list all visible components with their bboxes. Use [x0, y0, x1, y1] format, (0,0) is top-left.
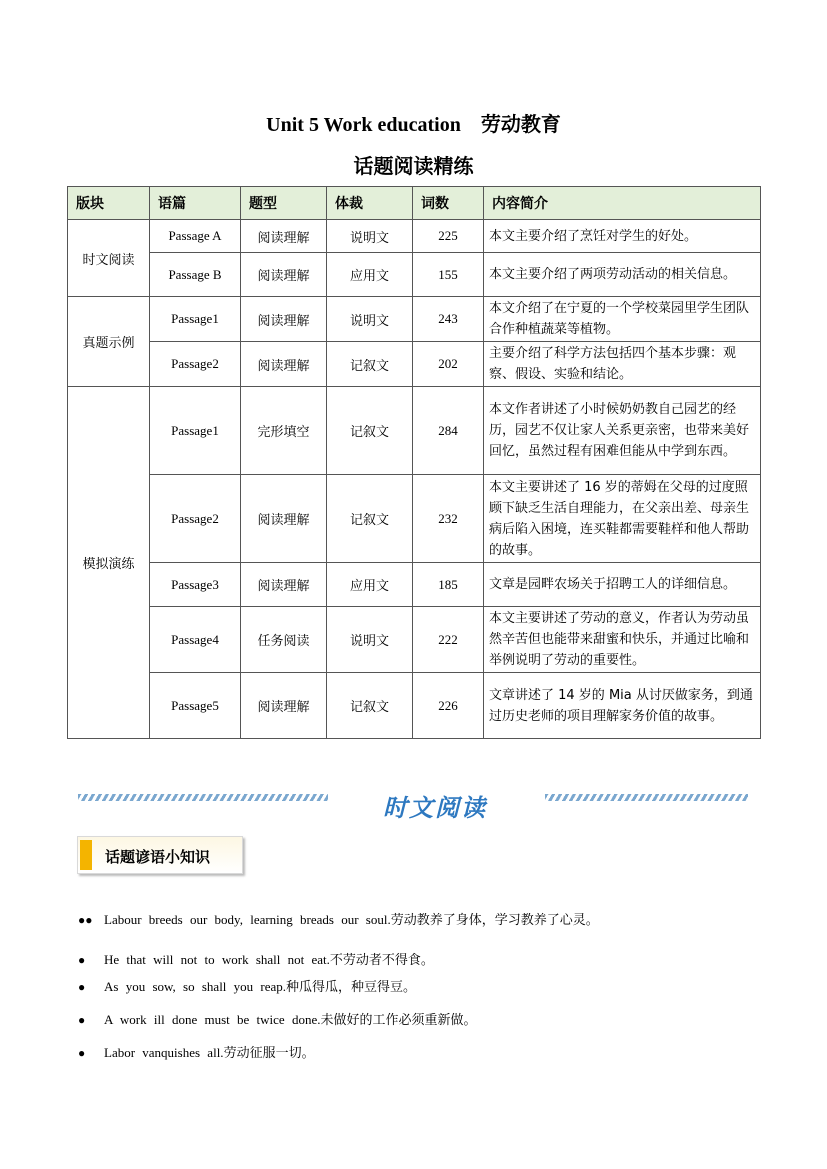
header-summary: 内容简介	[484, 187, 761, 220]
summary-cell: 本文作者讲述了小时候奶奶教自己园艺的经历，园艺不仅让家人关系更亲密，也带来美好回忆，虽然过程有困难但能从中学到东西。	[484, 387, 761, 475]
type-cell: 阅读理解	[241, 563, 327, 607]
proverb-item	[78, 1009, 476, 1028]
words-cell: 222	[413, 607, 484, 673]
type-cell: 阅读理解	[241, 220, 327, 253]
bullet-icon: ●●	[78, 913, 93, 927]
header-words: 词数	[413, 187, 484, 220]
proverb-item	[78, 909, 599, 928]
tag-label: 话题谚语小知识	[105, 848, 211, 866]
genre-cell: 记叙文	[327, 342, 413, 387]
summary-cell: 本文主要介绍了烹饪对学生的好处。	[484, 220, 761, 253]
proverb-chinese: 未做好的工作必须重新做。	[320, 1013, 477, 1028]
tag-accent-bar	[80, 840, 92, 870]
proverb-english: He that will not to work shall not eat.	[104, 952, 330, 967]
words-cell: 185	[413, 563, 484, 607]
header-genre: 体裁	[327, 187, 413, 220]
section-cell: 时文阅读	[68, 220, 150, 297]
bullet-icon: ●	[78, 980, 86, 994]
summary-cell: 本文主要讲述了 16 岁的蒂姆在父母的过度照顾下缺乏生活自理能力，在父亲出差、母亲生病后陷入困境，连买鞋都需要鞋样和他人帮助的故事。	[484, 475, 761, 563]
passage-cell: Passage5	[150, 673, 241, 739]
proverb-english: As you sow, so shall you reap.	[104, 979, 287, 994]
genre-cell: 记叙文	[327, 673, 413, 739]
page-subtitle: 话题阅读精练	[353, 154, 474, 178]
passage-cell: Passage A	[150, 220, 241, 253]
passage-cell: Passage4	[150, 607, 241, 673]
words-cell: 284	[413, 387, 484, 475]
bullet-icon: ●	[78, 1013, 86, 1027]
type-cell: 任务阅读	[241, 607, 327, 673]
table-row	[68, 673, 761, 739]
summary-cell: 文章是园畔农场关于招聘工人的详细信息。	[484, 563, 761, 607]
heading-decoration-left	[78, 794, 328, 801]
proverb-chinese: 劳动教养了身体，学习教养了心灵。	[390, 913, 599, 928]
proverb-english: A work ill done must be twice done.	[104, 1012, 321, 1027]
proverb-chinese: 不劳动者不得食。	[329, 953, 434, 968]
words-cell: 202	[413, 342, 484, 387]
header-type: 题型	[241, 187, 327, 220]
summary-cell: 本文主要介绍了两项劳动活动的相关信息。	[484, 253, 761, 297]
genre-cell: 记叙文	[327, 475, 413, 563]
type-cell: 完形填空	[241, 387, 327, 475]
genre-cell: 记叙文	[327, 387, 413, 475]
table-row	[68, 253, 761, 297]
summary-cell: 本文介绍了在宁夏的一个学校菜园里学生团队合作种植蔬菜等植物。	[484, 297, 761, 342]
table-row	[68, 475, 761, 563]
words-cell: 243	[413, 297, 484, 342]
summary-cell: 主要介绍了科学方法包括四个基本步骤：观察、假设、实验和结论。	[484, 342, 761, 387]
passage-cell: Passage B	[150, 253, 241, 297]
proverb-item	[78, 949, 434, 968]
table-row	[68, 220, 761, 253]
type-cell: 阅读理解	[241, 342, 327, 387]
type-cell: 阅读理解	[241, 673, 327, 739]
table-row	[68, 607, 761, 673]
genre-cell: 应用文	[327, 563, 413, 607]
words-cell: 155	[413, 253, 484, 297]
type-cell: 阅读理解	[241, 253, 327, 297]
words-cell: 225	[413, 220, 484, 253]
header-passage: 语篇	[150, 187, 241, 220]
proverb-chinese: 劳动征服一切。	[223, 1046, 315, 1061]
bullet-icon: ●	[78, 953, 86, 967]
words-cell: 226	[413, 673, 484, 739]
overview-table	[67, 186, 761, 739]
table-row	[68, 563, 761, 607]
genre-cell: 说明文	[327, 220, 413, 253]
table-row	[68, 387, 761, 475]
passage-cell: Passage1	[150, 297, 241, 342]
proverb-english: Labour breeds our body, learning breads our soul.	[104, 912, 391, 927]
section-cell: 模拟演练	[68, 387, 150, 739]
genre-cell: 说明文	[327, 297, 413, 342]
table-header-row	[68, 187, 761, 220]
genre-cell: 说明文	[327, 607, 413, 673]
bullet-icon: ●	[78, 1046, 86, 1060]
passage-cell: Passage3	[150, 563, 241, 607]
table-row	[68, 297, 761, 342]
proverb-item	[78, 1042, 315, 1061]
topic-tag	[77, 836, 243, 874]
summary-cell: 文章讲述了 14 岁的 Mia 从讨厌做家务，到通过历史老师的项目理解家务价值的故事。	[484, 673, 761, 739]
passage-cell: Passage2	[150, 342, 241, 387]
passage-cell: Passage1	[150, 387, 241, 475]
type-cell: 阅读理解	[241, 475, 327, 563]
proverb-english: Labor vanquishes all.	[104, 1045, 224, 1060]
page-title: Unit 5 Work education 劳动教育	[266, 114, 561, 136]
proverb-item	[78, 976, 416, 995]
heading-decoration-right	[545, 794, 748, 801]
words-cell: 232	[413, 475, 484, 563]
section-heading: 时文阅读	[383, 793, 487, 822]
header-section: 版块	[68, 187, 150, 220]
table-row	[68, 342, 761, 387]
passage-cell: Passage2	[150, 475, 241, 563]
summary-cell: 本文主要讲述了劳动的意义，作者认为劳动虽然辛苦但也能带来甜蜜和快乐，并通过比喻和举例说明了劳动的重要性。	[484, 607, 761, 673]
section-cell: 真题示例	[68, 297, 150, 387]
type-cell: 阅读理解	[241, 297, 327, 342]
genre-cell: 应用文	[327, 253, 413, 297]
proverb-chinese: 种瓜得瓜，种豆得豆。	[286, 980, 417, 995]
